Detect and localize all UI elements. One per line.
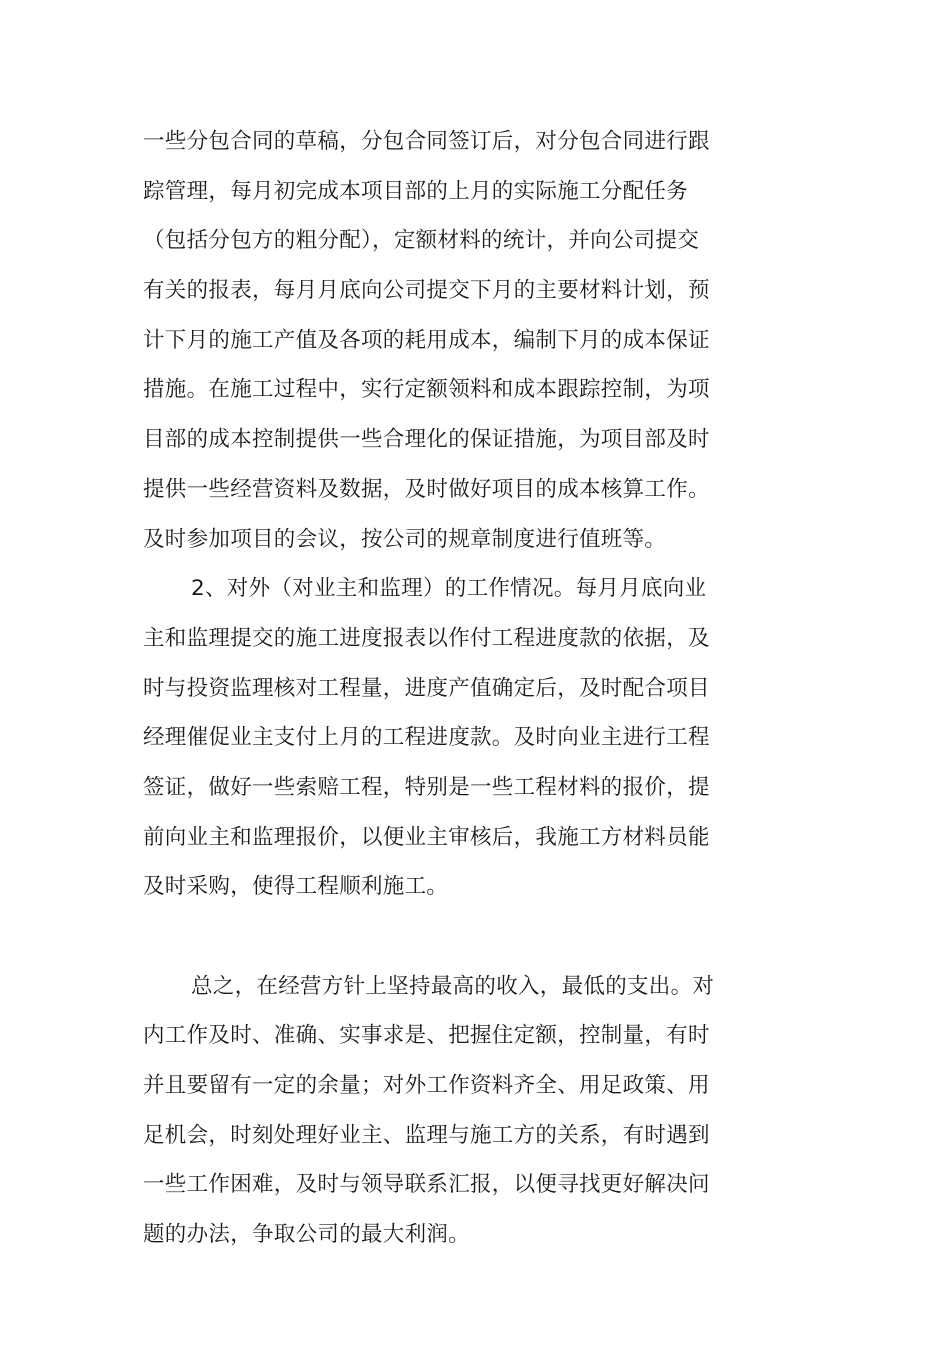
text-line: 主和监理提交的施工进度报表以作付工程进度款的依据，及 bbox=[143, 625, 710, 651]
text-line: 签证，做好一些索赔工程，特别是一些工程材料的报价，提 bbox=[143, 774, 710, 800]
text-line: 2、对外（对业主和监理）的工作情况。每月月底向业 bbox=[191, 576, 707, 602]
text-line: 踪管理，每月初完成本项目部的上月的实际施工分配任务 bbox=[143, 178, 689, 204]
text-line: 前向业主和监理报价，以便业主审核后，我施工方材料员能 bbox=[143, 824, 710, 850]
text-line: 一些分包合同的草稿，分包合同签订后，对分包合同进行跟 bbox=[143, 129, 710, 154]
text-line: 时与投资监理核对工程量，进度产值确定后，及时配合项目 bbox=[143, 675, 710, 701]
text-line: 并且要留有一定的余量；对外工作资料齐全、用足政策、用 bbox=[143, 1073, 710, 1099]
text-line: 计下月的施工产值及各项的耗用成本，编制下月的成本保证 bbox=[143, 327, 710, 353]
text-line: 经理催促业主支付上月的工程进度款。及时向业主进行工程 bbox=[143, 725, 710, 751]
paragraph-spacer bbox=[143, 912, 743, 962]
text-line: 总之，在经营方针上坚持最高的收入，最低的支出。对 bbox=[191, 973, 715, 999]
text-line: 内工作及时、准确、实事求是、把握住定额，控制量，有时 bbox=[143, 1023, 710, 1049]
text-line: 及时采购，使得工程顺利施工。 bbox=[143, 874, 449, 900]
text-line: 一些工作困难，及时与领导联系汇报，以便寻找更好解决问 bbox=[143, 1172, 710, 1198]
text-line: 提供一些经营资料及数据，及时做好项目的成本核算工作。 bbox=[143, 476, 710, 502]
text-line: 措施。在施工过程中，实行定额领料和成本跟踪控制，为项 bbox=[143, 377, 710, 403]
text-line: 目部的成本控制提供一些合理化的保证措施，为项目部及时 bbox=[143, 427, 710, 453]
paragraph-internal-work bbox=[143, 117, 743, 564]
text-line: 足机会，时刻处理好业主、监理与施工方的关系，有时遇到 bbox=[143, 1122, 710, 1148]
paragraph-external-work bbox=[143, 564, 743, 912]
text-line: 及时参加项目的会议，按公司的规章制度进行值班等。 bbox=[143, 526, 667, 552]
text-line: 有关的报表，每月月底向公司提交下月的主要材料计划，预 bbox=[143, 278, 710, 304]
paragraph-summary bbox=[143, 962, 743, 1260]
body-text bbox=[143, 117, 743, 1260]
text-line: （包括分包方的粗分配），定额材料的统计，并向公司提交 bbox=[143, 228, 700, 254]
text-line: 题的办法，争取公司的最大利润。 bbox=[143, 1222, 471, 1248]
